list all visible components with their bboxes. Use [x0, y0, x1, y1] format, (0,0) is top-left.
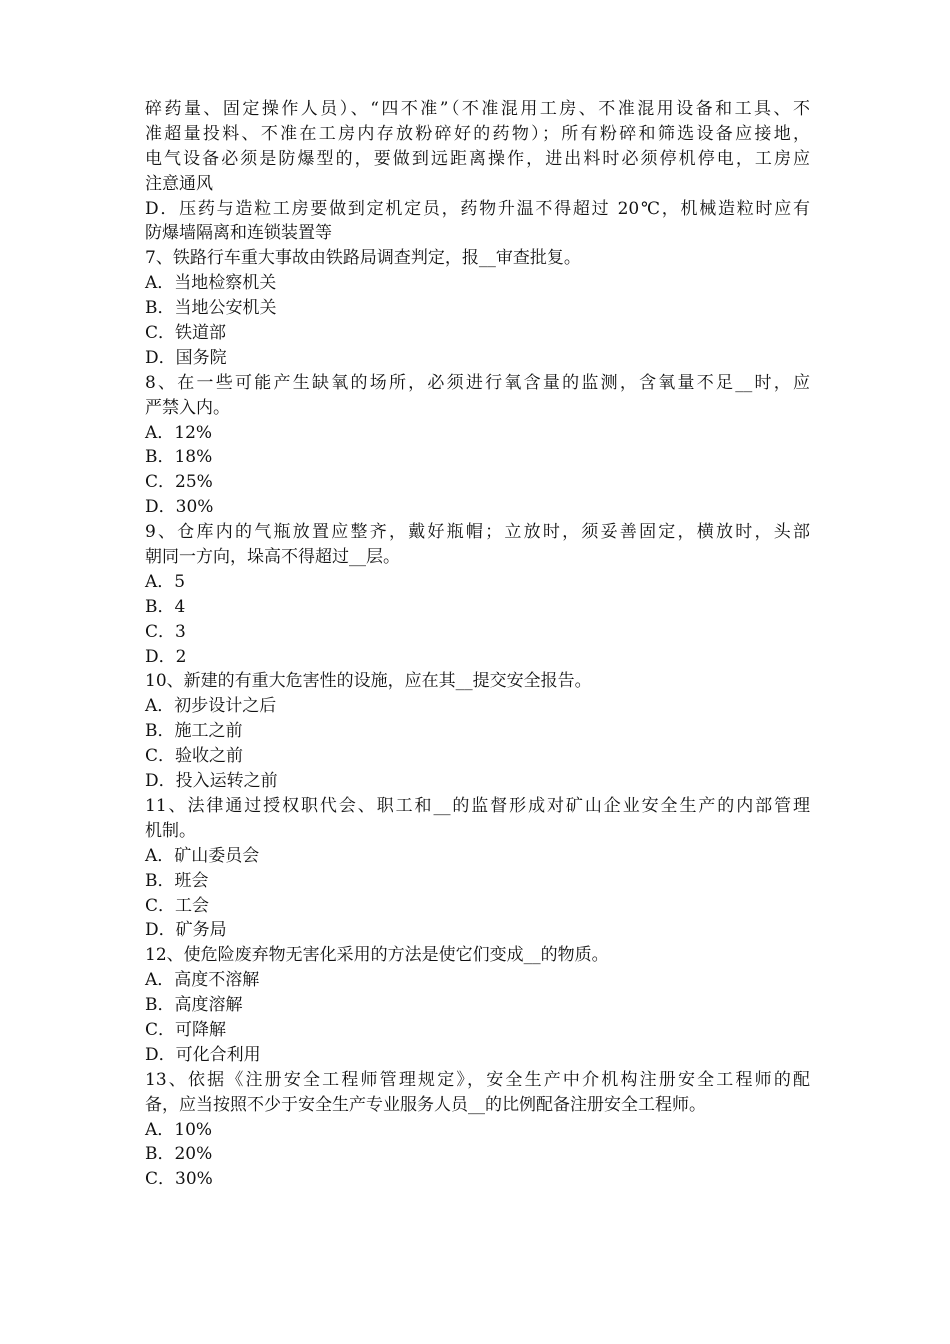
paragraph-line: 碎药量、固定操作人员）、“四不准”（不准混用工房、不准混用设备和工具、不 [145, 99, 810, 119]
answer-option: C．25% [145, 472, 213, 493]
answer-option: D．投入运转之前 [145, 771, 278, 792]
answer-option: A．矿山委员会 [145, 845, 260, 866]
answer-option: B．18% [145, 447, 213, 468]
question-stem: 11、法律通过授权职代会、职工和__的监督形成对矿山企业安全生产的内部管理 [145, 795, 810, 816]
answer-option: A．12% [145, 422, 213, 443]
question-stem: 备，应当按照不少于安全生产专业服务人员__的比例配备注册安全工程师。 [145, 1094, 706, 1115]
answer-option: A．10% [145, 1119, 213, 1140]
answer-option: B．施工之前 [145, 721, 243, 742]
answer-option: B．20% [145, 1144, 213, 1165]
question-stem: 严禁入内。 [145, 397, 230, 418]
question-stem: 9、仓库内的气瓶放置应整齐，戴好瓶帽；立放时，须妥善固定，横放时，头部 [145, 522, 810, 543]
answer-option: A．5 [145, 571, 186, 592]
answer-option: C．3 [145, 621, 186, 642]
question-stem: 12、使危险废弃物无害化采用的方法是使它们变成__的物质。 [145, 945, 609, 966]
answer-option: C．30% [145, 1169, 213, 1190]
answer-option: D．矿务局 [145, 920, 227, 941]
question-stem: 7、铁路行车重大事故由铁路局调查判定，报__审查批复。 [145, 248, 581, 269]
document-body [145, 97, 810, 1192]
answer-option: B．高度溶解 [145, 995, 243, 1016]
answer-option: C．可降解 [145, 1019, 227, 1040]
option-line: D．压药与造粒工房要做到定机定员，药物升温不得超过 20℃，机械造粒时应有 [145, 198, 810, 219]
answer-option: C．工会 [145, 895, 210, 916]
answer-option: D．可化合利用 [145, 1044, 261, 1065]
answer-option: B．4 [145, 596, 186, 617]
answer-option: B．班会 [145, 870, 209, 891]
paragraph-line: 注意通风 [145, 173, 213, 194]
answer-option: D．国务院 [145, 347, 227, 368]
question-stem: 10、新建的有重大危害性的设施，应在其__提交安全报告。 [145, 671, 592, 692]
paragraph-line: 电气设备必须是防爆型的，要做到远距离操作，进出料时必须停机停电，工房应 [145, 148, 810, 169]
answer-option: D．30% [145, 497, 214, 518]
answer-option: B．当地公安机关 [145, 298, 277, 319]
answer-option: A．高度不溶解 [145, 970, 260, 991]
option-line: 防爆墙隔离和连锁装置等 [145, 223, 332, 244]
answer-option: C．验收之前 [145, 746, 244, 767]
question-stem: 朝同一方向，垛高不得超过__层。 [145, 547, 400, 568]
paragraph-line: 准超量投料、不准在工房内存放粉碎好的药物）；所有粉碎和筛选设备应接地， [145, 123, 810, 144]
answer-option: C．铁道部 [145, 323, 227, 344]
question-stem: 13、依据《注册安全工程师管理规定》，安全生产中介机构注册安全工程师的配 [145, 1069, 810, 1090]
question-stem: 8、在一些可能产生缺氧的场所，必须进行氧含量的监测，含氧量不足__时，应 [145, 372, 810, 393]
answer-option: A．当地检察机关 [145, 273, 277, 294]
answer-option: A．初步设计之后 [145, 696, 277, 717]
question-stem: 机制。 [145, 820, 196, 841]
answer-option: D．2 [145, 646, 187, 667]
